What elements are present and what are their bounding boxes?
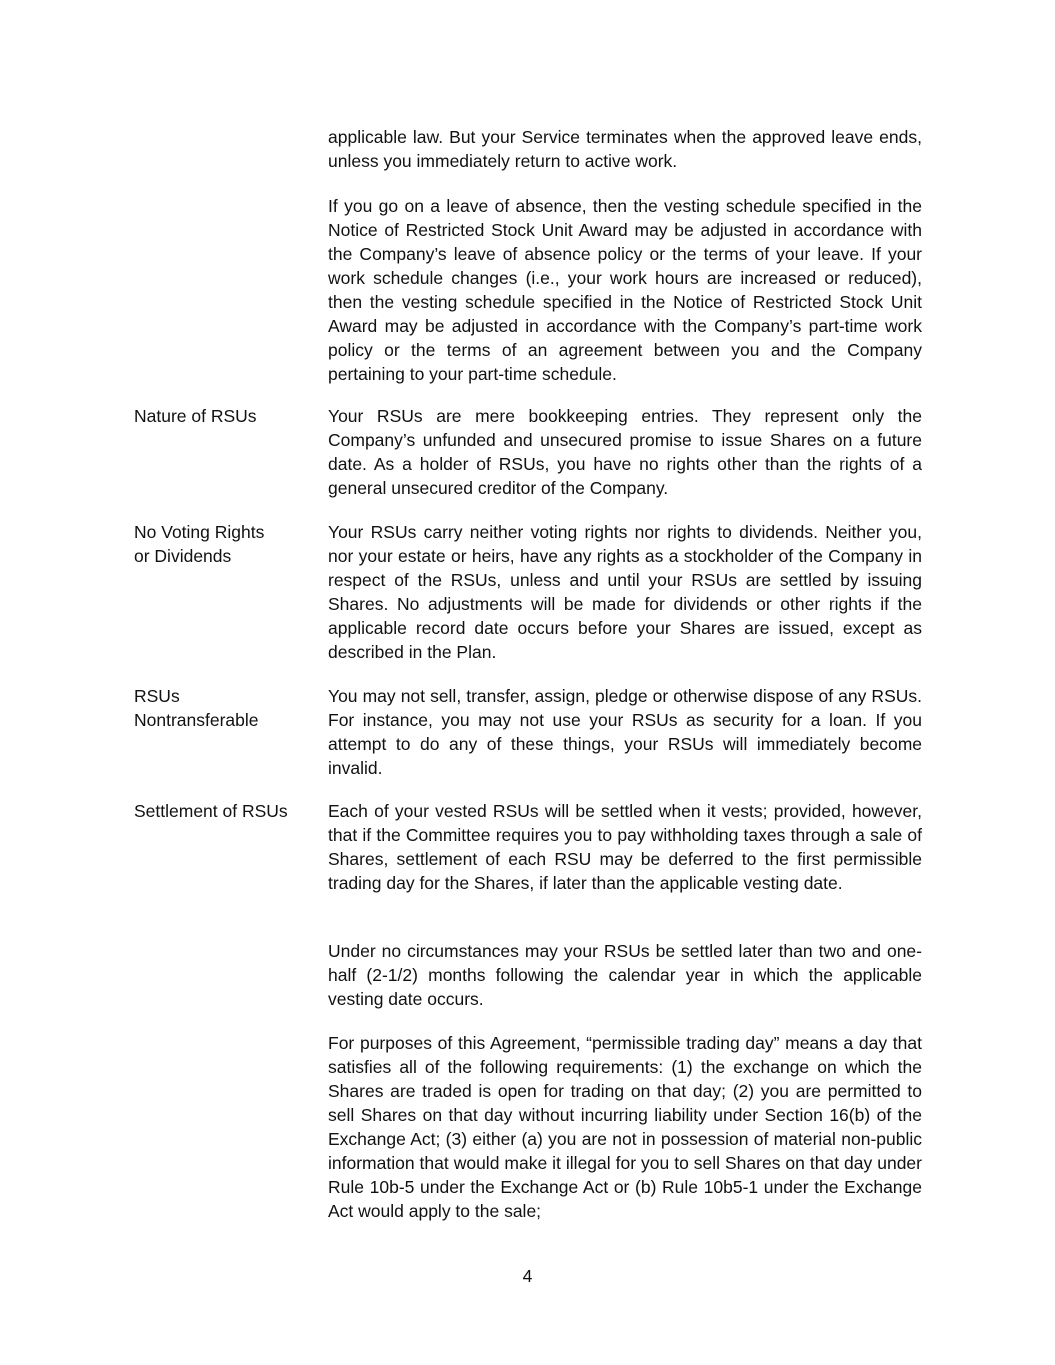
section-paragraph: You may not sell, transfer, assign, pledge or otherwise dispose of any RSUs. For instance, you may not use your RSUs as security for a loan. If you attempt to do any of these things, your RSUs will immediately become invalid. [328, 686, 922, 778]
section-label-line: or Dividends [134, 546, 232, 566]
section-label: Settlement of RSUs [134, 801, 288, 821]
section-paragraph: Under no circumstances may your RSUs be settled later than two and one-half (2-1/2) months following the calendar year in which the applicable vesting date occurs. [328, 941, 922, 1009]
page-number: 4 [522, 1266, 533, 1286]
section-paragraph: Each of your vested RSUs will be settled when it vests; provided, however, that if the Committee requires you to pay withholding taxes through a sale of Shares, settlement of each RSU may be deferred to the first permissible trading day for the Shares, if later than the applicable vesting date. [328, 801, 922, 893]
section-body [328, 939, 922, 1011]
intro-body [328, 125, 922, 173]
section-body [328, 684, 922, 780]
section-label: Nature of RSUs [134, 406, 257, 426]
section-body [328, 404, 922, 500]
intro-paragraph: applicable law. But your Service terminates when the approved leave ends, unless you immediately return to active work. [328, 127, 922, 171]
section-body [328, 1031, 922, 1223]
section-paragraph: Your RSUs carry neither voting rights nor rights to dividends. Neither you, nor your estate or heirs, have any rights as a stockholder of the Company in respect of the RSUs, unless and until your RSUs are settled by issuing Shares. No adjustments will be made for dividends or other rights if the applicable record date occurs before your Shares are issued, except as described in the Plan. [328, 522, 922, 662]
section-paragraph: Your RSUs are mere bookkeeping entries. They represent only the Company’s unfunded and unsecured promise to issue Shares on a future date. As a holder of RSUs, you have no rights other than the rights of a general unsecured creditor of the Company. [328, 406, 922, 498]
section-body [328, 520, 922, 664]
section-label-line: No Voting Rights [134, 522, 265, 542]
leave-body [328, 194, 922, 386]
section-label [134, 520, 319, 568]
section-label-line: RSUs [134, 686, 180, 706]
section-label [134, 684, 319, 732]
section-paragraph: For purposes of this Agreement, “permissible trading day” means a day that satisfies all of the following requirements: (1) the exchange on which the Shares are traded is open for trading on that day; (2) you are permitted to sell Shares on that day without incurring liability under Section 16(b) of the Exchange Act; (3) either (a) you are not in possession of material non-public information that would make it illegal for you to sell Shares on that day under Rule 10b-5 under the Exchange Act or (b) Rule 10b5-1 under the Exchange Act would apply to the sale; [328, 1033, 922, 1221]
section-label-line: Nontransferable [134, 710, 259, 730]
leave-of-absence-paragraph: If you go on a leave of absence, then the vesting schedule specified in the Notice of Restricted Stock Unit Award may be adjusted in accordance with the Company’s leave of absence policy or the terms of your leave. If your work schedule changes (i.e., your work hours are increased or reduced), then the vesting schedule specified in the Notice of Restricted Stock Unit Award may be adjusted in accordance with the Company’s part-time work policy or the terms of an agreement between you and the Company pertaining to your part-time schedule. [328, 196, 922, 384]
section-body [328, 799, 922, 895]
